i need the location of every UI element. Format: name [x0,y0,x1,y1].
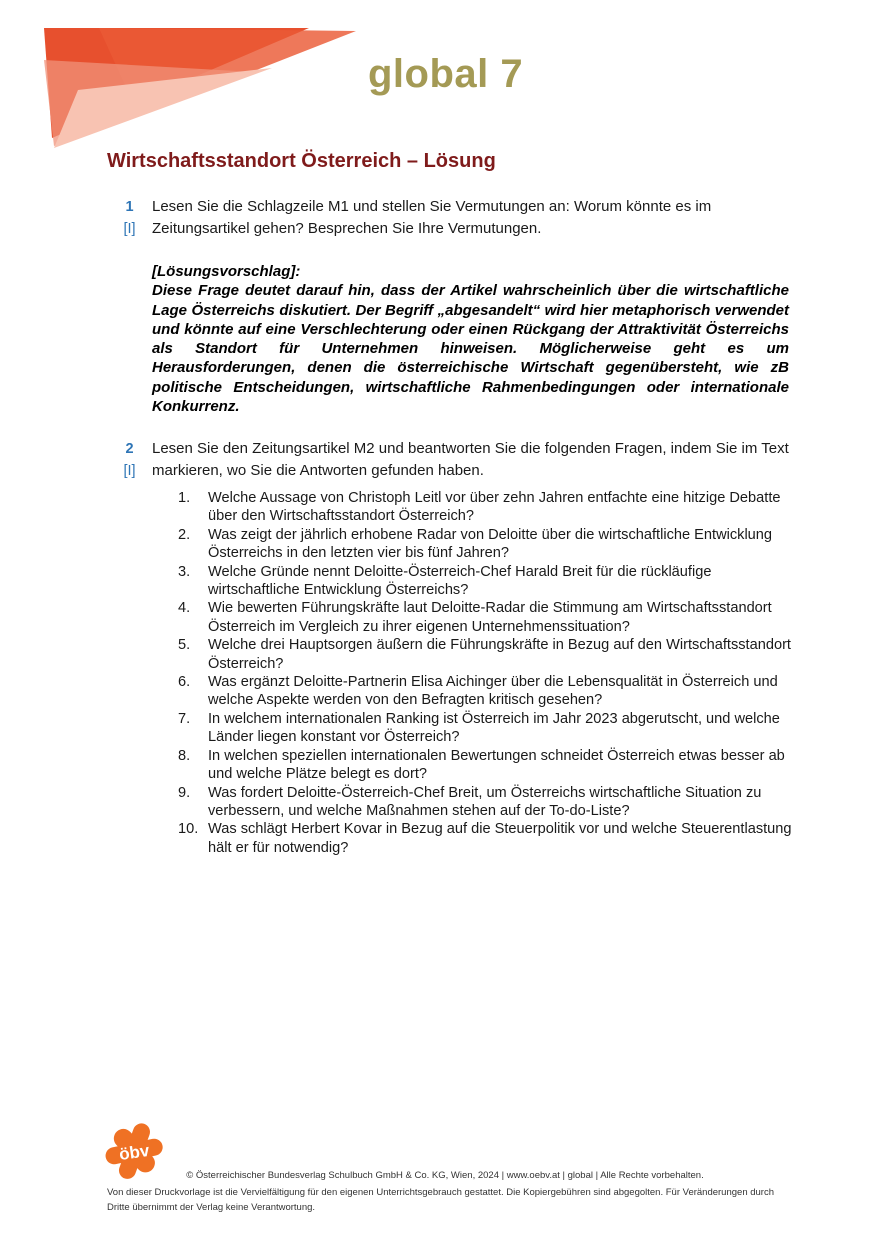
question-item [178,636,794,673]
solution-label: [Lösungsvorschlag]: [152,263,301,280]
task-2 [107,438,797,482]
question-text: Was ergänzt Deloitte-Partnerin Elisa Aichinger über die Lebensqualität in Österreich und welche Aspekte werden von den Befragten kritisch gesehen? [208,674,778,709]
question-text: Wie bewerten Führungskräfte laut Deloitte-Radar die Stimmung am Wirtschaftsstandort Österreich im Vergleich zu ihrer eigenen Unternehmenssituation? [208,600,772,635]
question-item [178,710,794,747]
question-number: 10. [178,821,199,838]
task-1-text: Lesen Sie die Schlagzeile M1 und stellen Sie Vermutungen an: Worum könnte es im Zeitungsartikel gehen? Besprechen Sie Ihre Vermutungen. [152,198,712,237]
question-number: 6. [178,674,191,691]
task-1 [107,196,797,240]
question-number: 3. [178,563,191,580]
brand-title: global 7 [368,52,524,96]
obv-logo-text: öbv [117,1140,151,1164]
question-text: Was fordert Deloitte-Österreich-Chef Breit, um Österreichs wirtschaftliche Situation zu verbessern, und welche Maßnahmen stehen auf der To-do-Liste? [208,784,762,819]
question-list [178,489,794,857]
task-competence-marker: [I] [123,221,136,237]
page-title: Wirtschaftsstandort Österreich – Lösung [107,150,496,172]
question-text: Was zeigt der jährlich erhobene Radar von Deloitte über die wirtschaftliche Entwicklung Österreichs in den letzten vier bis fünf Jahren? [208,526,773,562]
question-item [178,599,794,636]
question-number: 2. [178,526,191,543]
question-number: 8. [178,747,191,764]
question-item [178,489,794,526]
task-number: 2 [125,441,134,457]
question-number: 9. [178,784,191,801]
task-competence-marker: [I] [123,463,136,479]
task-2-gutter [107,438,152,482]
task-1-gutter [107,196,152,240]
question-item [178,784,794,821]
brand-triangle-logo [44,28,356,152]
question-item [178,747,794,784]
question-number: 5. [178,637,191,654]
question-text: Welche Aussage von Christoph Leitl vor über zehn Jahren entfachte eine hitzige Debatte über den Wirtschaftsstandort Österreich? [208,490,781,525]
solution-text: Diese Frage deutet darauf hin, dass der Artikel wahrscheinlich über die wirtschaftliche Lage Österreichs diskutiert. Der Begriff „abgesandelt“ wird hier metaphorisch verwendet und könnte auf eine Verschlechterung oder einen Rückgang der Attraktivität Österreichs als Standort für Unternehmen hinweisen. Möglicherweise geht es um Herausforderungen, denen die österreichische Wirtschaft gegenübersteht, wie zB politische Entscheidungen, wirtschaftliche Rahmenbedingungen oder internationale Konkurrenz. [152,282,789,416]
task-2-text: Lesen Sie den Zeitungsartikel M2 und beantworten Sie die folgenden Fragen, indem Sie im Text markieren, wo Sie die Antworten gefunden haben. [152,440,789,479]
question-text: In welchem internationalen Ranking ist Österreich im Jahr 2023 abgerutscht, und welche Länder liegen konstant vor Österreich? [208,710,780,746]
footer-usage-notice: Von dieser Druckvorlage ist die Vervielfältigung für den eigenen Unterrichtsgebrauch gestattet. Die Kopiergebühren sind abgegolten. Für Veränderungen durch Dritte übernimmt der Verlag keine Verantwortung. [107,1187,775,1213]
question-text: Was schlägt Herbert Kovar in Bezug auf die Steuerpolitik vor und welche Steuerentlastung hält er für notwendig? [208,821,792,856]
task-number: 1 [125,199,134,215]
question-item [178,526,794,563]
question-text: Welche Gründe nennt Deloitte-Österreich-Chef Harald Breit für die rückläufige wirtschaftliche Entwicklung Österreichs? [208,563,712,599]
question-number: 7. [178,710,191,727]
footer-copyright: © Österreichischer Bundesverlag Schulbuch GmbH & Co. KG, Wien, 2024 | www.oebv.at | global | Alle Rechte vorbehalten. [186,1170,704,1181]
question-item [178,673,794,710]
question-item [178,820,794,857]
question-text: In welchen speziellen internationalen Bewertungen schneidet Österreich etwas besser ab und welche Plätze belegt es dort? [208,747,785,783]
question-number: 4. [178,600,191,617]
solution-block [152,262,789,416]
question-text: Welche drei Hauptsorgen äußern die Führungskräfte in Bezug auf den Wirtschaftsstandort Österreich? [208,637,791,672]
question-item [178,563,794,600]
question-number: 1. [178,490,191,506]
